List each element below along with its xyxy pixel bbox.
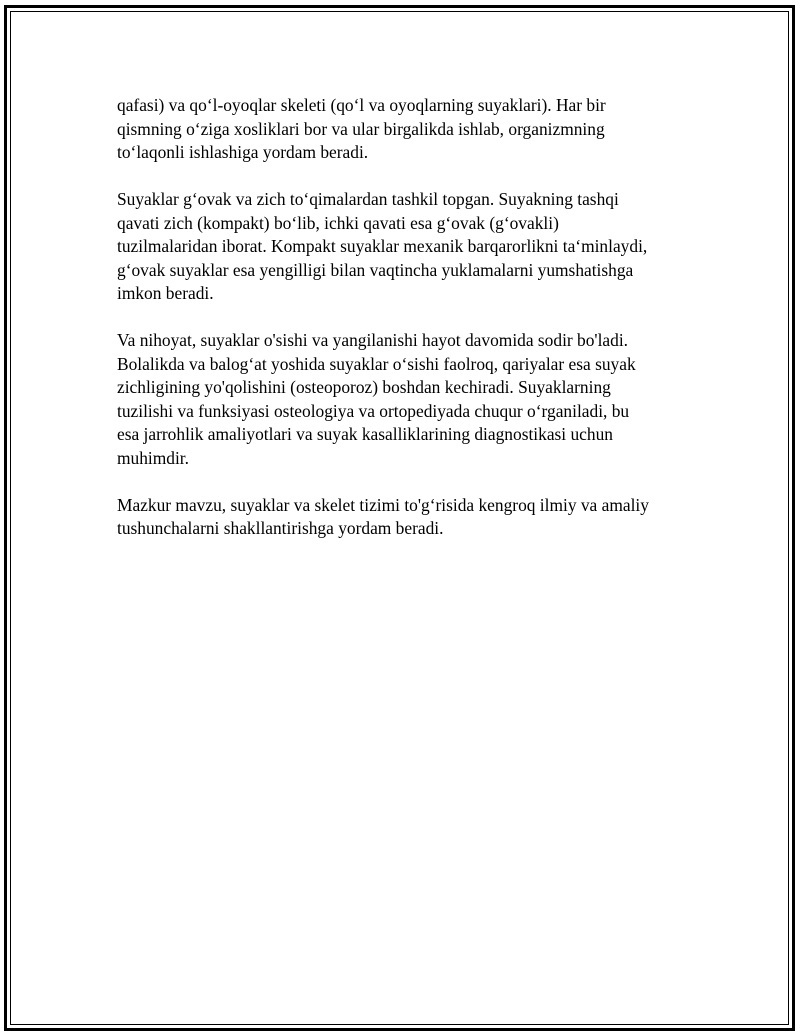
- text-line: tuzilishi va funksiyasi osteologiya va ortopediyada chuqur o‘rganiladi, bu: [117, 400, 630, 421]
- paragraph-3: [117, 329, 717, 470]
- text-line: qismning o‘ziga xosliklari bor va ular birgalikda ishlab, organizmning: [117, 118, 605, 139]
- text-line: tushunchalarni shakllantirishga yordam beradi.: [117, 518, 444, 538]
- text-line: Suyaklar g‘ovak va zich to‘qimalardan tashkil topgan. Suyakning tashqi: [117, 189, 619, 209]
- paragraph-1: [117, 94, 717, 165]
- text-line: qavati zich (kompakt) bo‘lib, ichki qavati esa g‘ovak (g‘ovakli): [117, 212, 559, 233]
- text-line: g‘ovak suyaklar esa yengilligi bilan vaqtincha yuklamalarni yumshatishga: [117, 259, 634, 280]
- text-line: qafasi) va qo‘l-oyoqlar skeleti (qo‘l va oyoqlarning suyaklari). Har bir: [117, 95, 606, 115]
- paragraph-4: [117, 494, 717, 541]
- page-border: [4, 5, 795, 1031]
- text-line: Va nihoyat, suyaklar o'sishi va yangilanishi hayot davomida sodir bo'ladi.: [117, 330, 628, 350]
- text-line: to‘laqonli ishlashiga yordam beradi.: [117, 142, 369, 162]
- paragraph-2: [117, 188, 717, 306]
- text-line: esa jarrohlik amaliyotlari va suyak kasalliklarining diagnostikasi uchun: [117, 424, 613, 444]
- text-line: Bolalikda va balog‘at yoshida suyaklar o‘sishi faolroq, qariyalar esa suyak: [117, 353, 636, 374]
- text-line: Mazkur mavzu, suyaklar va skelet tizimi to'g‘risida kengroq ilmiy va amaliy: [117, 494, 649, 515]
- text-line: imkon beradi.: [117, 283, 214, 303]
- document-body: [117, 94, 717, 564]
- text-line: tuzilmalaridan iborat. Kompakt suyaklar mexanik barqarorlikni ta‘minlaydi,: [117, 236, 648, 256]
- text-line: zichligining yo'qolishini (osteoporoz) boshdan kechiradi. Suyaklarning: [117, 377, 611, 397]
- text-line: muhimdir.: [117, 447, 189, 468]
